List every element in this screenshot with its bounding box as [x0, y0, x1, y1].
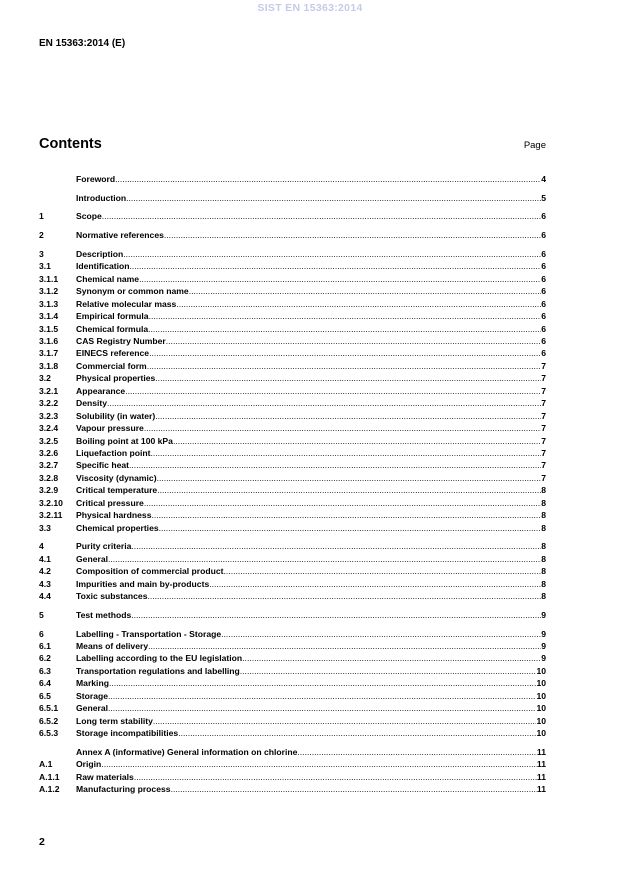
- toc-entry-title: Manufacturing process: [76, 784, 171, 795]
- toc-entry[interactable]: [39, 347, 546, 359]
- toc-entry[interactable]: [39, 323, 546, 335]
- toc-dot-leader: [107, 397, 541, 409]
- toc-entry-page: 8: [541, 510, 546, 521]
- toc-entry-title: Relative molecular mass: [76, 298, 177, 309]
- toc-entry[interactable]: [39, 652, 546, 664]
- toc-dot-leader: [108, 553, 541, 565]
- toc-entry-page: 7: [541, 385, 546, 396]
- toc-entry-page: 8: [541, 541, 546, 552]
- toc-entry[interactable]: [39, 210, 546, 222]
- toc-entry-number: 6: [39, 628, 44, 639]
- toc-entry[interactable]: [39, 609, 546, 621]
- toc-entry[interactable]: [39, 248, 546, 260]
- toc-dot-leader: [224, 565, 542, 577]
- toc-entry-number: 3.3: [39, 522, 51, 533]
- toc-entry-number: 3.1.4: [39, 311, 59, 322]
- toc-dot-leader: [221, 628, 541, 640]
- toc-entry-title: Empirical formula: [76, 311, 149, 322]
- toc-dot-leader: [148, 323, 541, 335]
- toc-entry-number: 4.3: [39, 578, 51, 589]
- toc-entry[interactable]: [39, 640, 546, 652]
- toc-entry-number: 3.1: [39, 261, 51, 272]
- toc-dot-leader: [209, 578, 541, 590]
- toc-entry-title: Specific heat: [76, 460, 130, 471]
- toc-entry-number: 3.1.6: [39, 336, 59, 346]
- toc-entry[interactable]: [39, 422, 546, 434]
- toc-entry[interactable]: [39, 229, 546, 241]
- toc-entry-title: Transportation regulations and labelling: [76, 665, 240, 676]
- toc-entry-number: 3: [39, 248, 44, 259]
- toc-entry-number: 3.2.9: [39, 485, 59, 496]
- toc-entry-number: 6.2: [39, 653, 51, 664]
- toc-entry[interactable]: [39, 285, 546, 297]
- toc-entry-title: Chemical properties: [76, 522, 159, 533]
- toc-entry-page: 8: [541, 485, 546, 496]
- toc-dot-leader: [150, 447, 541, 459]
- toc-entry-title: Physical properties: [76, 373, 156, 384]
- toc-entry-number: 6.3: [39, 665, 51, 676]
- toc-entry[interactable]: [39, 410, 546, 422]
- toc-entry[interactable]: [39, 173, 546, 185]
- toc-entry-title: Long term stability: [76, 715, 153, 726]
- toc-entry-title: Vapour pressure: [76, 423, 144, 434]
- toc-dot-leader: [102, 210, 541, 222]
- toc-dot-leader: [129, 260, 541, 272]
- watermark: SIST EN 15363:2014: [257, 2, 363, 14]
- toc-entry-page: 6: [541, 336, 546, 346]
- toc-entry-number: 3.2.11: [39, 510, 63, 521]
- toc-dot-leader: [148, 640, 541, 652]
- toc-dot-leader: [131, 540, 541, 552]
- toc-entry-title: Chemical name: [76, 273, 140, 284]
- toc-entry-page: 6: [541, 211, 546, 222]
- toc-entry-title: Toxic substances: [76, 591, 148, 602]
- toc-entry-number: 3.2: [39, 373, 51, 384]
- toc-entry-title: Commercial form: [76, 360, 147, 371]
- toc-entry-number: 6.1: [39, 640, 51, 651]
- toc-entry-title: Scope: [76, 211, 102, 222]
- toc-entry-number: 3.2.10: [39, 497, 63, 508]
- toc-dot-leader: [153, 715, 537, 727]
- toc-entry-title: Description: [76, 248, 124, 259]
- toc-dot-leader: [159, 522, 542, 534]
- toc-dot-leader: [147, 360, 542, 372]
- toc-entry-title: Density: [76, 398, 108, 409]
- toc-entry-number: 3.1.3: [39, 298, 59, 309]
- toc-dot-leader: [115, 173, 541, 185]
- toc-dot-leader: [155, 372, 541, 384]
- toc-entry-page: 5: [541, 192, 546, 203]
- toc-dot-leader: [157, 472, 542, 484]
- toc-entry-page: 10: [536, 690, 546, 701]
- toc-entry[interactable]: [39, 192, 546, 204]
- toc-entry-page: 8: [541, 522, 546, 533]
- toc-dot-leader: [123, 248, 541, 260]
- toc-entry-number: A.1.2: [39, 784, 60, 795]
- toc-entry[interactable]: [39, 335, 546, 347]
- toc-entry[interactable]: [39, 727, 546, 739]
- toc-entry-page: 6: [541, 298, 546, 309]
- toc-entry[interactable]: [39, 522, 546, 534]
- toc-entry[interactable]: [39, 690, 546, 702]
- toc-entry-page: 6: [541, 261, 546, 272]
- toc-entry-page: 10: [536, 665, 546, 676]
- toc-entry-page: 7: [541, 472, 546, 483]
- toc-dot-leader: [155, 410, 541, 422]
- toc-entry[interactable]: [39, 565, 546, 577]
- toc-entry-page: 6: [541, 230, 546, 241]
- toc-entry-title: Labelling - Transportation - Storage: [76, 628, 222, 639]
- toc-entry-page: 9: [541, 640, 546, 651]
- toc-entry-title: Boiling point at 100 kPa: [76, 435, 173, 446]
- toc-entry-page: 7: [541, 360, 546, 371]
- toc-entry-number: A.1.1: [39, 771, 60, 782]
- toc-entry-title: Synonym or common name: [76, 286, 189, 297]
- toc-entry[interactable]: [39, 746, 546, 758]
- toc-entry[interactable]: [39, 372, 546, 384]
- toc-entry-number: 4.2: [39, 566, 51, 577]
- toc-entry[interactable]: [39, 435, 546, 447]
- toc-dot-leader: [129, 459, 541, 471]
- toc-entry[interactable]: [39, 578, 546, 590]
- toc-dot-leader: [297, 746, 537, 758]
- toc-entry-page: 8: [541, 578, 546, 589]
- toc-entry-title: General: [76, 553, 109, 564]
- toc-entry[interactable]: [39, 497, 546, 509]
- toc-entry-title: Critical pressure: [76, 497, 144, 508]
- toc-entry-page: 11: [536, 759, 546, 770]
- table-of-contents: [39, 173, 546, 796]
- toc-entry-page: 10: [536, 715, 546, 726]
- toc-entry-number: 6.5.3: [39, 728, 59, 739]
- toc-dot-leader: [147, 590, 541, 602]
- toc-dot-leader: [157, 484, 541, 496]
- toc-entry-title: EINECS reference: [76, 348, 150, 359]
- toc-entry-number: 3.2.8: [39, 472, 59, 483]
- toc-entry[interactable]: [39, 298, 546, 310]
- toc-dot-leader: [126, 192, 541, 204]
- toc-entry-number: 3.1.8: [39, 360, 59, 371]
- toc-entry-number: 4.4: [39, 591, 51, 602]
- toc-entry[interactable]: [39, 628, 546, 640]
- toc-entry-number: 3.2.6: [39, 447, 59, 458]
- toc-entry-number: 3.1.1: [39, 273, 59, 284]
- toc-entry-page: 6: [541, 323, 546, 334]
- toc-dot-leader: [164, 229, 541, 241]
- toc-entry-title: Impurities and main by-products: [76, 578, 210, 589]
- toc-dot-leader: [151, 509, 541, 521]
- toc-dot-leader: [242, 652, 541, 664]
- toc-entry-number: 4.1: [39, 553, 51, 564]
- toc-entry-number: 2: [39, 230, 44, 241]
- toc-entry-page: 7: [541, 423, 546, 434]
- toc-entry-title: Chemical formula: [76, 323, 149, 334]
- toc-entry-number: A.1: [39, 759, 53, 770]
- toc-entry-number: 3.2.1: [39, 385, 59, 396]
- toc-entry-title: Test methods: [76, 609, 132, 620]
- toc-entry-title: Purity criteria: [76, 541, 132, 552]
- toc-entry-title: Origin: [76, 759, 102, 770]
- toc-entry-title: General: [76, 703, 109, 714]
- contents-title: Contents: [39, 136, 102, 152]
- toc-entry-title: Storage incompatibilities: [76, 728, 179, 739]
- toc-entry-number: 3.2.2: [39, 398, 59, 409]
- toc-entry-number: 5: [39, 609, 44, 620]
- toc-entry-number: 3.2.7: [39, 460, 59, 471]
- toc-entry-title: Normative references: [76, 230, 164, 241]
- toc-entry[interactable]: [39, 447, 546, 459]
- toc-entry-page: 6: [541, 286, 546, 297]
- document-id: EN 15363:2014 (E): [39, 38, 126, 49]
- toc-entry-number: 6.5.1: [39, 703, 59, 714]
- toc-dot-leader: [108, 690, 536, 702]
- toc-entry-title: Labelling according to the EU legislation: [76, 653, 243, 664]
- toc-entry-number: 3.1.2: [39, 286, 59, 297]
- toc-entry-number: 6.5: [39, 690, 51, 701]
- toc-dot-leader: [240, 665, 537, 677]
- toc-entry-page: 6: [541, 348, 546, 359]
- toc-entry-number: 3.1.5: [39, 323, 59, 334]
- toc-entry-page: 7: [541, 410, 546, 421]
- toc-entry[interactable]: [39, 758, 546, 770]
- toc-dot-leader: [109, 677, 536, 689]
- toc-entry[interactable]: [39, 472, 546, 484]
- toc-entry[interactable]: [39, 540, 546, 552]
- toc-entry-title: Introduction: [76, 192, 127, 203]
- toc-entry-title: Liquefaction point: [76, 447, 151, 458]
- toc-entry-title: Appearance: [76, 385, 126, 396]
- toc-entry-page: 7: [541, 435, 546, 446]
- toc-entry-page: 11: [536, 771, 546, 782]
- toc-dot-leader: [149, 310, 542, 322]
- toc-entry[interactable]: [39, 509, 546, 521]
- toc-entry-title: Critical temperature: [76, 485, 158, 496]
- toc-entry-page: 6: [541, 248, 546, 259]
- toc-entry-page: 11: [536, 746, 546, 757]
- toc-entry-page: 8: [541, 566, 546, 577]
- toc-entry-page: 6: [541, 311, 546, 322]
- toc-dot-leader: [125, 385, 541, 397]
- toc-entry-page: 10: [536, 678, 546, 689]
- toc-dot-leader: [131, 609, 541, 621]
- toc-entry-title: Storage: [76, 690, 108, 701]
- toc-entry-page: 7: [541, 398, 546, 409]
- toc-entry-page: 8: [541, 497, 546, 508]
- toc-entry-number: 3.2.5: [39, 435, 59, 446]
- toc-dot-leader: [149, 347, 541, 359]
- toc-entry[interactable]: [39, 310, 546, 322]
- toc-entry-page: 10: [536, 728, 546, 739]
- toc-entry[interactable]: [39, 771, 546, 783]
- toc-entry[interactable]: [39, 484, 546, 496]
- toc-entry-title: Composition of commercial product: [76, 566, 224, 577]
- toc-entry-page: 11: [536, 784, 546, 795]
- toc-dot-leader: [178, 727, 536, 739]
- toc-entry-number: 3.2.4: [39, 423, 59, 434]
- toc-entry-title: Viscosity (dynamic): [76, 472, 157, 483]
- toc-entry-page: 10: [536, 703, 546, 714]
- toc-entry-title: Physical hardness: [76, 510, 152, 521]
- toc-entry-number: 3.2.3: [39, 410, 59, 421]
- page-number: 2: [39, 836, 45, 848]
- toc-entry-title: Foreword: [76, 174, 116, 184]
- toc-entry-title: Annex A (informative) General information on chlorine: [76, 746, 298, 757]
- toc-entry-number: 4: [39, 541, 44, 552]
- toc-entry-title: Means of delivery: [76, 640, 149, 651]
- toc-entry-page: 4: [541, 174, 546, 184]
- toc-dot-leader: [144, 497, 541, 509]
- toc-entry-page: 9: [541, 609, 546, 620]
- toc-entry[interactable]: [39, 385, 546, 397]
- toc-dot-leader: [101, 758, 537, 770]
- toc-entry-number: 1: [39, 211, 44, 222]
- toc-dot-leader: [134, 771, 537, 783]
- toc-entry-number: 3.1.7: [39, 348, 59, 359]
- toc-entry[interactable]: [39, 590, 546, 602]
- toc-entry[interactable]: [39, 273, 546, 285]
- toc-entry-page: 7: [541, 447, 546, 458]
- toc-dot-leader: [176, 298, 541, 310]
- toc-entry-page: 9: [541, 653, 546, 664]
- toc-entry[interactable]: [39, 397, 546, 409]
- toc-entry-page: 8: [541, 591, 546, 602]
- toc-entry-page: 7: [541, 373, 546, 384]
- toc-entry[interactable]: [39, 459, 546, 471]
- toc-entry[interactable]: [39, 665, 546, 677]
- toc-entry-title: Marking: [76, 678, 109, 689]
- toc-entry-page: 9: [541, 628, 546, 639]
- toc-entry-page: 8: [541, 553, 546, 564]
- toc-entry-page: 6: [541, 273, 546, 284]
- toc-entry[interactable]: [39, 783, 546, 795]
- toc-entry[interactable]: [39, 360, 546, 372]
- toc-dot-leader: [171, 783, 537, 795]
- toc-entry-title: Solubility (in water): [76, 410, 156, 421]
- toc-dot-leader: [173, 435, 541, 447]
- toc-dot-leader: [189, 285, 542, 297]
- toc-entry-page: 7: [541, 460, 546, 471]
- toc-entry-title: Raw materials: [76, 771, 134, 782]
- toc-entry-number: 6.5.2: [39, 715, 59, 726]
- toc-dot-leader: [139, 273, 541, 285]
- toc-entry-number: 6.4: [39, 678, 51, 689]
- toc-entry-title: CAS Registry Number: [76, 336, 166, 346]
- toc-dot-leader: [166, 335, 541, 347]
- toc-entry-title: Identification: [76, 261, 130, 272]
- toc-entry[interactable]: [39, 553, 546, 565]
- toc-dot-leader: [108, 702, 536, 714]
- toc-dot-leader: [144, 422, 541, 434]
- toc-entry[interactable]: [39, 677, 546, 689]
- toc-entry[interactable]: [39, 260, 546, 272]
- toc-entry[interactable]: [39, 715, 546, 727]
- toc-entry[interactable]: [39, 702, 546, 714]
- page-column-label: Page: [523, 140, 546, 151]
